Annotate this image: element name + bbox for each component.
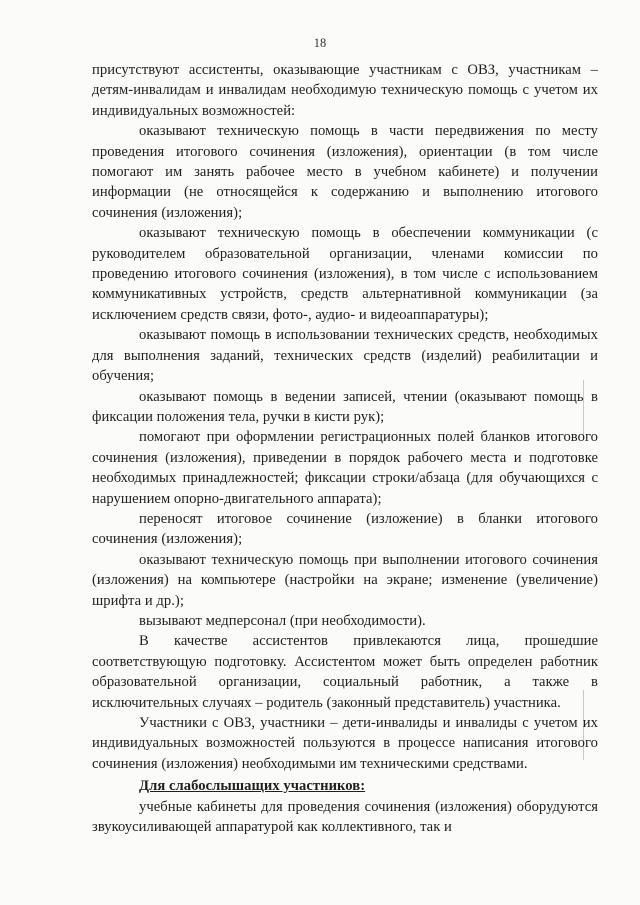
paragraph: оказывают техническую помощь в обеспечении коммуникации (с руководителем образовательной организации, членами комиссии по проведению итогового сочинения (изложения), в том числе с использованием коммуникативных устройств, средств альтернативной коммуникации (за исключением средств связи, фото-, аудио- и видеоаппаратуры); bbox=[92, 225, 598, 323]
paragraph: оказывают техническую помощь в части передвижения по месту проведения итогового сочинения (изложения), ориентации (в том числе помогают им занять рабочее место в учебном кабинете) и получении информации (не относящейся к содержанию и выполнению итогового сочинения (изложения); bbox=[92, 123, 598, 221]
document-body bbox=[92, 60, 598, 837]
paragraph: помогают при оформлении регистрационных полей бланков итогового сочинения (изложения), приведении в порядок рабочего места и подготовке необходимых принадлежностей; фиксации строки/абзаца (для обучающихся с нарушением опорно-двигательного аппарата); bbox=[92, 429, 598, 507]
section-heading: Для слабослышащих участников: bbox=[139, 778, 366, 795]
paragraph: оказывают техническую помощь при выполнении итогового сочинения (изложения) на компьютере (настройки на экране; изменение (увеличение) шрифта и др.); bbox=[92, 551, 598, 609]
paragraph: учебные кабинеты для проведения сочинения (изложения) оборудуются звукоусиливающей аппаратурой как коллективного, так и bbox=[92, 798, 598, 836]
paragraph: оказывают помощь в ведении записей, чтении (оказывают помощь в фиксации положения тела, ручки в кисти рук); bbox=[92, 388, 598, 425]
paragraph: переносят итоговое сочинение (изложение) в бланки итогового сочинения (изложения); bbox=[92, 510, 598, 548]
paragraph: В качестве ассистентов привлекаются лица, прошедшие соответствующую подготовку. Ассистентом может быть определен работник образовательной организации, социальный работник, а также в исключительных случаях – родитель (законный представитель) участника. bbox=[92, 633, 598, 711]
paragraph: Участники с ОВЗ, участники – дети-инвалиды и инвалиды с учетом их индивидуальных возможностей пользуются в процессе написания итогового сочинения (изложения) необходимыми им техническими средствами. bbox=[92, 715, 598, 772]
page-number: 18 bbox=[313, 36, 327, 50]
paragraph: присутствуют ассистенты, оказывающие участникам с ОВЗ, участникам – детям-инвалидам и инвалидам необходимую техническую помощь с учетом их индивидуальных возможностей: bbox=[92, 62, 598, 119]
paragraph: оказывают помощь в использовании технических средств, необходимых для выполнения заданий, технических средств (изделий) реабилитации и обучения; bbox=[92, 327, 598, 385]
paragraph: вызывают медперсонал (при необходимости). bbox=[139, 612, 426, 629]
